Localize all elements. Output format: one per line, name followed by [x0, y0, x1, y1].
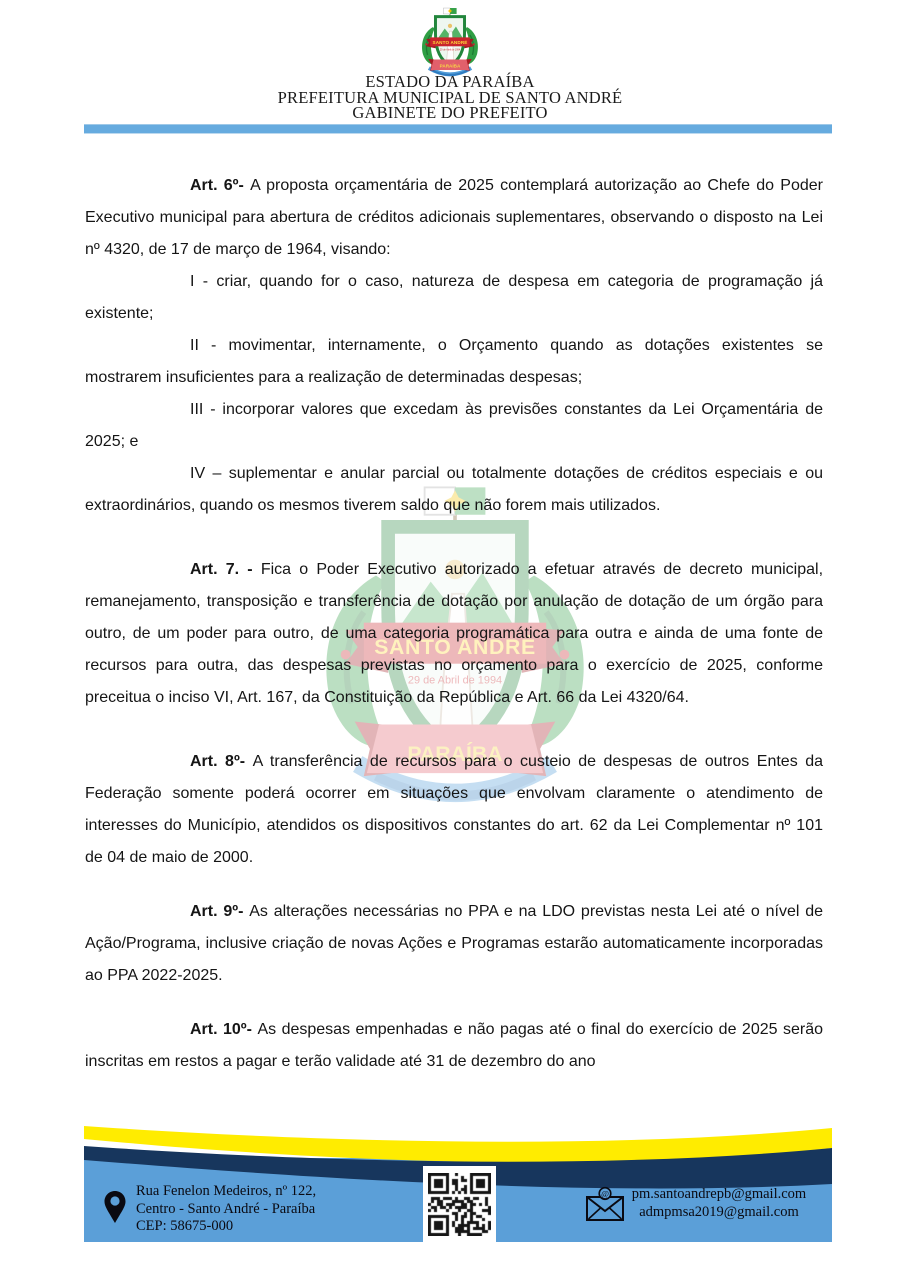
article-label: Art. 10º- [190, 1021, 258, 1038]
article-text: As alterações necessárias no PPA e na LDO previstas nesta Lei até o nível de Ação/Programa, inclusive criação de novas Ações e Programas estarão automaticamente incorporadas ao PPA 2022-2025. [85, 903, 824, 984]
article-text: IV – suplementar e anular parcial ou totalmente dotações de créditos especiais e ou extraordinários, quando os mesmos tiverem saldo que não forem mais utilizados. [85, 465, 823, 514]
paragraph-art-10 [85, 1014, 823, 1078]
address-line-1: Rua Fenelon Medeiros, nº 122, [136, 1183, 317, 1199]
article-label: Art. 7. - [190, 561, 261, 578]
paragraph-art-6 [85, 170, 823, 266]
footer-emails [628, 1185, 810, 1221]
paragraph-art-8 [85, 746, 823, 874]
paragraph-item-iii [85, 394, 823, 458]
qr-code-canvas [428, 1173, 491, 1236]
paragraph-art-7 [85, 554, 823, 714]
article-text: Fica o Poder Executivo autorizado a efetuar através de decreto municipal, remanejamento, transposição e transferência de dotação por anulação de dotação de um órgão para outro, de um poder para outro, de uma categoria programática para outra e ainda de uma fonte de recursos para outra, das despesas previstas no orçamento para o exercício de 2025, conforme preceitua o inciso VI, Art. 167, da Constituição da República e Art. 66 da Lei 4320/64. [85, 561, 824, 706]
article-text: A transferência de recursos para o custeio de despesas de outros Entes da Federação somente poderá ocorrer em situações que envolvam claramente o atendimento de interesses do Município, atendidos os dispositivos constantes do art. 62 da Lei Complementar nº 101 de 04 de maio de 2000. [85, 753, 824, 866]
paragraph-item-ii [85, 330, 823, 394]
header-block [0, 74, 900, 121]
municipal-crest-icon [417, 6, 483, 80]
article-label: Art. 8º- [190, 753, 253, 770]
paragraph-item-i [85, 266, 823, 330]
email-line-2: admpmsa2019@gmail.com [639, 1204, 799, 1220]
header-prefecture-line: PREFEITURA MUNICIPAL DE SANTO ANDRÉ [277, 87, 623, 107]
email-envelope-icon [585, 1186, 625, 1222]
paragraph-item-iv [85, 458, 823, 522]
article-text: II - movimentar, internamente, o Orçamento quando as dotações existentes se mostrarem insuficientes para a realização de determinadas despesas; [85, 337, 823, 386]
article-text: A proposta orçamentária de 2025 contemplará autorização ao Chefe do Poder Executivo municipal para abertura de créditos adicionais suplementares, observando o disposto na Lei nº 4320, de 17 de março de 1964, visando: [85, 177, 823, 258]
svg-text:@: @ [601, 1188, 609, 1199]
article-text: I - criar, quando for o caso, natureza de despesa em categoria de programação já existente; [85, 273, 823, 322]
footer-address [136, 1183, 316, 1236]
header-state-line: ESTADO DA PARAÍBA [365, 72, 535, 91]
article-text: III - incorporar valores que excedam às previsões constantes da Lei Orçamentária de 2025; e [85, 401, 823, 450]
header-office-line: GABINETE DO PREFEITO [352, 103, 548, 123]
article-label: Art. 6º- [190, 177, 251, 194]
article-text: As despesas empenhadas e não pagas até o final do exercício de 2025 serão inscritas em restos a pagar e terão validade até 31 de dezembro do ano [85, 1021, 823, 1070]
address-line-3: CEP: 58675-000 [136, 1218, 234, 1234]
qr-code [423, 1166, 496, 1242]
address-line-2: Centro - Santo André - Paraíba [136, 1200, 316, 1217]
email-line-1: pm.santoandrepb@gmail.com [631, 1186, 807, 1202]
location-pin-icon [103, 1187, 127, 1227]
document-body [85, 170, 823, 1078]
header-rule [84, 124, 832, 134]
article-label: Art. 9º- [190, 903, 250, 920]
paragraph-art-9 [85, 896, 823, 992]
